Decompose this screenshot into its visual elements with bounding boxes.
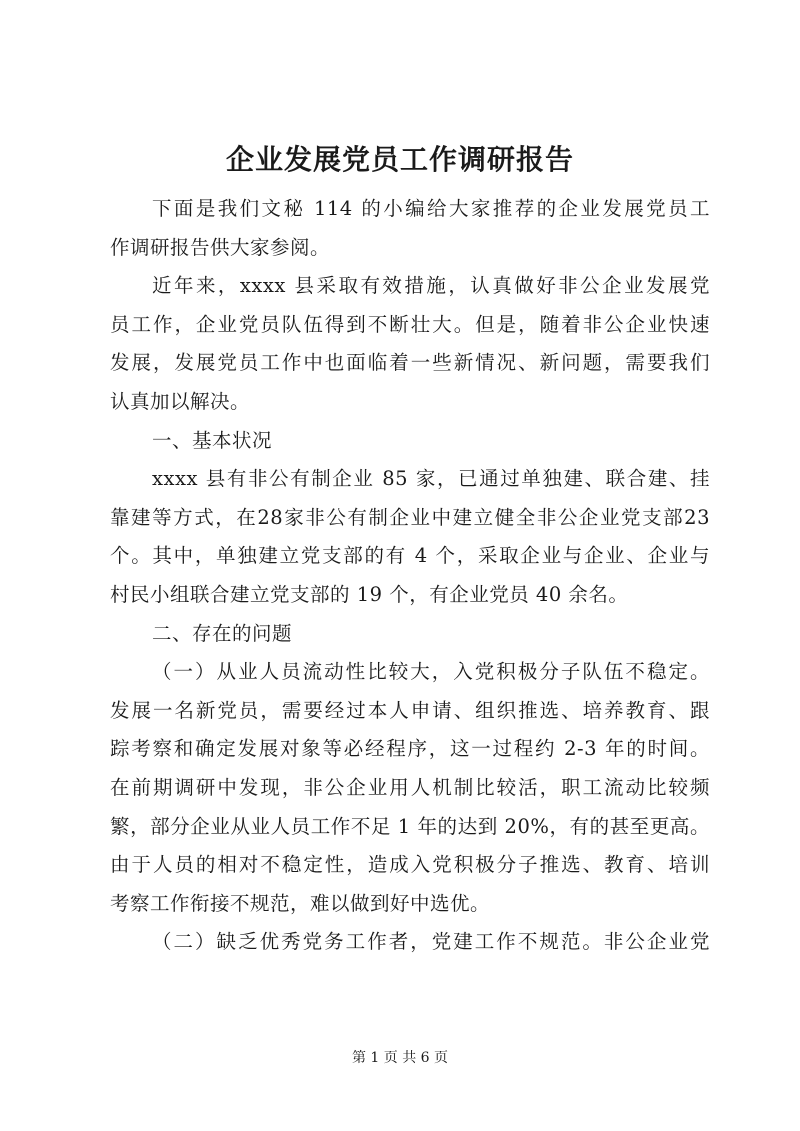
paragraph-line: 个。其中，单独建立党支部的有 4 个，采取企业与企业、企业与 — [110, 544, 710, 568]
paragraph-line: 繁，部分企业从业人员工作不足 1 年的达到 20%，有的甚至更高。 — [110, 814, 710, 838]
paragraph-line: 村民小组联合建立党支部的 19 个，有企业党员 40 余名。 — [110, 582, 629, 606]
paragraph-line: 发展，发展党员工作中也面临着一些新情况、新问题，需要我们 — [110, 351, 710, 375]
paragraph-line: 发展一名新党员，需要经过本人申请、组织推选、培养教育、跟 — [110, 698, 710, 722]
paragraph-line: （一）从业人员流动性比较大，入党积极分子队伍不稳定。 — [152, 660, 710, 684]
paragraph-line: 认真加以解决。 — [110, 389, 251, 413]
document-title: 企业发展党员工作调研报告 — [225, 143, 574, 176]
page-footer: 第 1 页 共 6 页 — [351, 1050, 449, 1066]
paragraph-line: （二）缺乏优秀党务工作者，党建工作不规范。非公企业党 — [152, 930, 710, 954]
paragraph-problem-1 — [110, 653, 710, 923]
paragraph-line: 下面是我们文秘 114 的小编给大家推荐的企业发展党员工 — [152, 197, 710, 220]
paragraph-line: 近年来，xxxx 县采取有效措施，认真做好非公企业发展党 — [152, 274, 710, 298]
section-heading-basic-status — [110, 422, 710, 461]
paragraph-overview — [110, 267, 710, 421]
paragraph-line: 在前期调研中发现，非公企业用人机制比较活，职工流动比较频 — [110, 775, 710, 799]
document-body — [110, 190, 710, 962]
paragraph-line: 考察工作衔接不规范，难以做到好中选优。 — [110, 891, 491, 915]
paragraph-line: 一、基本状况 — [152, 428, 273, 452]
paragraph-line: 靠建等方式，在28家非公有制企业中建立健全非公企业党支部23 — [110, 505, 710, 529]
paragraph-line: 员工作，企业党员队伍得到不断壮大。但是，随着非公企业快速 — [110, 312, 710, 336]
paragraph-problem-2 — [110, 923, 710, 962]
paragraph-line: 二、存在的问题 — [152, 621, 293, 645]
section-heading-problems — [110, 615, 710, 654]
paragraph-basic-status — [110, 460, 710, 614]
paragraph-line: 作调研报告供大家参阅。 — [110, 235, 331, 259]
paragraph-line: 踪考察和确定发展对象等必经程序，这一过程约 2-3 年的时间。 — [110, 737, 710, 761]
paragraph-line: 由于人员的相对不稳定性，造成入党积极分子推选、教育、培训 — [110, 853, 710, 877]
paragraph-intro — [110, 190, 710, 267]
paragraph-line: xxxx 县有非公有制企业 85 家，已通过单独建、联合建、挂 — [152, 467, 710, 491]
